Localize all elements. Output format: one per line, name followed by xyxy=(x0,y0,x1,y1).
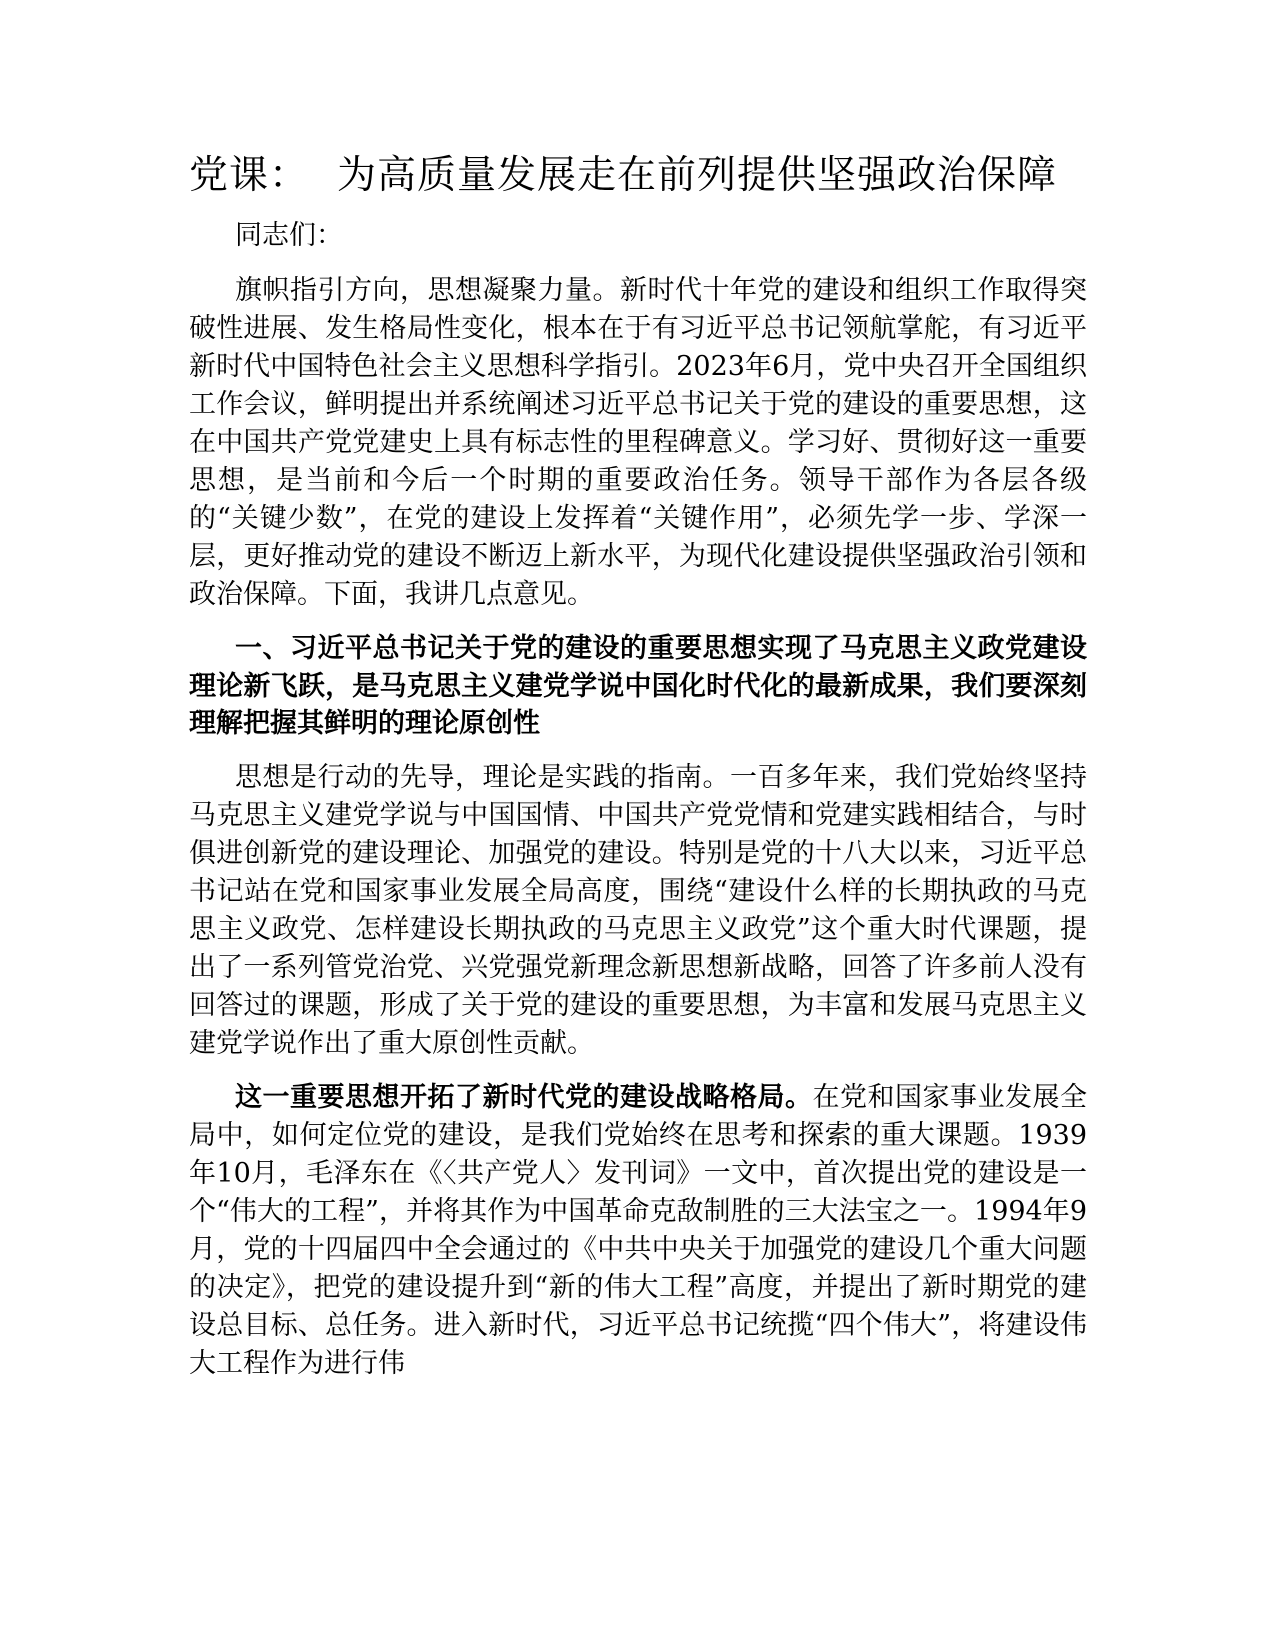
salutation: 同志们： xyxy=(235,220,343,251)
section-1-paragraph: 思想是行动的先导，理论是实践的指南。一百多年来，我们党始终坚持马克思主义建党学说与中国国情、中国共产党党情和党建实践相结合，与时俱进创新党的建设理论、加强党的建设。特别是党的十八大以来，习近平总书记站在党和国家事业发展全局高度，围绕“建设什么样的长期执政的马克思主义政党、怎样建设长期执政的马克思主义政党”这个重大时代课题，提出了一系列管党治党、兴党强党新理念新思想新战略，回答了许多前人没有回答过的课题，形成了关于党的建设的重要思想，为丰富和发展马克思主义建党学说作出了重大原创性贡献。 xyxy=(189,761,1087,1059)
section-1-subpoint-paragraph xyxy=(189,1079,1087,1383)
title-prefix: 党课： xyxy=(189,153,310,198)
document-body xyxy=(189,150,1087,1383)
subpoint-lead-sentence: 这一重要思想开拓了新时代党的建设战略格局。 xyxy=(235,1081,813,1113)
title-main: 为高质量发展走在前列提供坚强政治保障 xyxy=(337,153,1058,198)
intro-paragraph: 旗帜指引方向，思想凝聚力量。新时代十年党的建设和组织工作取得突破性进展、发生格局性变化，根本在于有习近平总书记领航掌舵，有习近平新时代中国特色社会主义思想科学指引。2023年6月，党中央召开全国组织工作会议，鲜明提出并系统阐述习近平总书记关于党的建设的重要思想，这在中国共产党党建史上具有标志性的里程碑意义。学习好、贯彻好这一重要思想，是当前和今后一个时期的重要政治任务。领导干部作为各层各级的“关键少数”，在党的建设上发挥着“关键作用”，必须先学一步、学深一层，更好推动党的建设不断迈上新水平，为现代化建设提供坚强政治引领和政治保障。下面，我讲几点意见。 xyxy=(189,275,1087,610)
section-1-heading: 一、习近平总书记关于党的建设的重要思想实现了马克思主义政党建设理论新飞跃，是马克思主义建党学说中国化时代化的最新成果，我们要深刻理解把握其鲜明的理论原创性 xyxy=(189,633,1087,739)
subpoint-body-text: 在党和国家事业发展全局中，如何定位党的建设，是我们党始终在思考和探索的重大课题。1939年10月，毛泽东在《〈共产党人〉发刊词》一文中，首次提出党的建设是一个“伟大的工程”，并将其作为中国革命克敌制胜的三大法宝之一。1994年9月，党的十四届四中全会通过的《中共中央关于加强党的建设几个重大问题的决定》，把党的建设提升到“新的伟大工程”高度，并提出了新时期党的建设总目标、总任务。进入新时代，习近平总书记统揽“四个伟大”，将建设伟大工程作为进行伟 xyxy=(189,1081,1087,1379)
document-title xyxy=(189,150,1087,202)
